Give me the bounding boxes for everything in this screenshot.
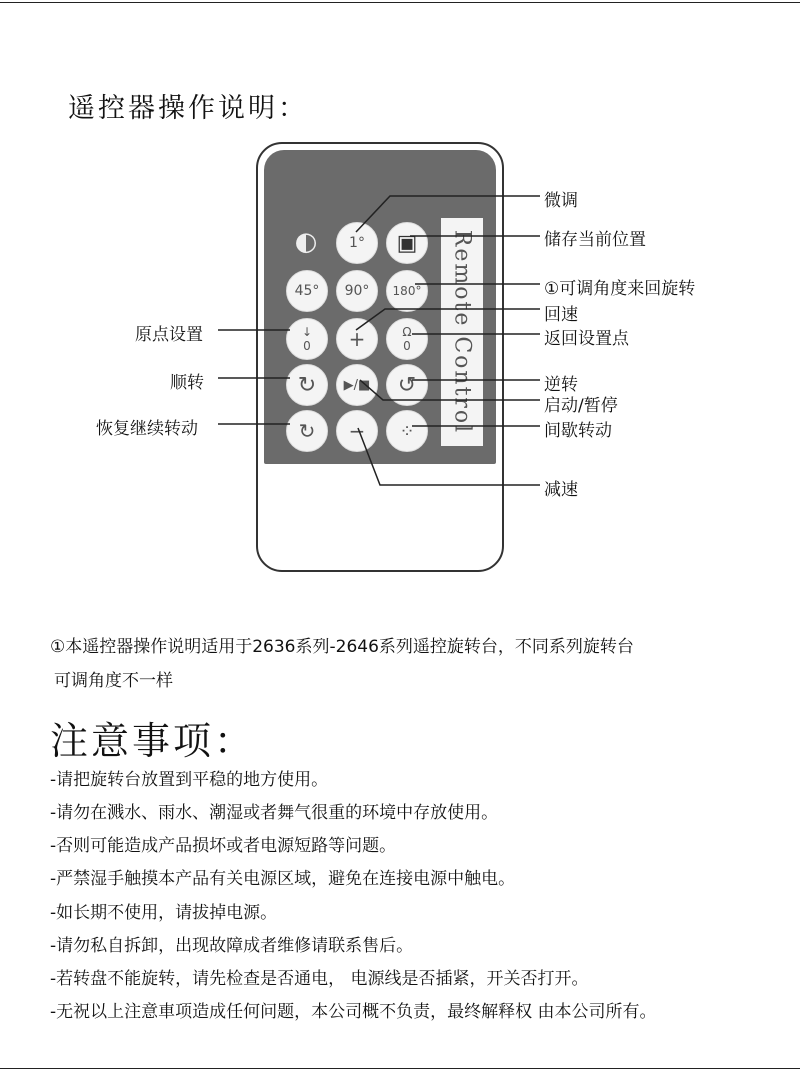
line-slow [358,428,540,485]
return-origin-top: Ω [402,325,412,339]
save-position-button: ▣ [386,222,428,264]
speed-up-button: + [336,318,378,360]
angle-180-button: 180° [386,270,428,312]
line-speed-back [356,309,540,330]
caution-title: 注意事项： [50,719,256,763]
start-pause-button: ▶/■ [336,364,378,406]
forward-rotate-button: ↻ [286,364,328,406]
note-line-1: ①本遥控器操作说明适用于2636系列-2646系列遥控旋转台，不同系列旋转台 [50,637,634,657]
caution-item: -请把旋转台放置到平稳的地方使用。 [50,770,329,790]
origin-set-bottom: 0 [303,339,311,353]
caution-item: -请勿私自拆卸，出现故障成者维修请联系售后。 [50,936,414,956]
angle-45-button: 45° [286,270,328,312]
caution-item: -严禁湿手触摸本产品有关电源区域，避免在连接电源中触电。 [50,869,516,889]
label-fine-tune: 微调 [544,191,578,211]
caution-item: -请勿在溅水、雨水、潮湿或者舞气很重的环境中存放使用。 [50,803,499,823]
caution-item: -无祝以上注意車项造成任何问题，本公司概不负责，最终解释权 由本公司所有。 [50,1002,657,1022]
label-resume: 恢复继续转动 [96,419,198,439]
label-reverse: 逆转 [544,375,578,395]
label-forward: 顺转 [170,373,204,393]
line-start [360,380,540,400]
line-fine [356,196,540,232]
intermittent-button: ⁘ [386,410,428,452]
page-title: 遥控器操作说明： [68,93,308,124]
brand-label: Remote Control [449,229,475,435]
label-slow-down: 减速 [544,480,578,500]
reverse-rotate-button: ↺ [386,364,428,406]
label-start-pause: 启动/暂停 [544,396,618,416]
angle-90-button: 90° [336,270,378,312]
label-origin-set: 原点设置 [135,325,203,345]
fine-tune-button: 1° [336,222,378,264]
return-origin-bottom: 0 [403,339,411,353]
power-icon: ◐ [294,227,318,257]
origin-set-top: ↓ [301,325,313,339]
label-intermittent: 间歇转动 [544,421,612,441]
caution-item: -否则可能造成产品损坏或者电源短路等问题。 [50,836,397,856]
label-speed-back: 回速 [544,305,578,325]
caution-item: -若转盘不能旋转，请先检查是否通电， 电源线是否插紧，开关否打开。 [50,969,589,989]
label-save-position: 储存当前位置 [544,230,646,250]
note-line-2: 可调角度不一样 [54,671,173,691]
label-return-origin: 返回设置点 [544,329,629,349]
label-adjustable-angle: ①可调角度来回旋转 [544,279,696,299]
caution-item: -如长期不使用，请拔掉电源。 [50,903,278,923]
slow-down-button: − [336,410,378,452]
resume-rotate-button: ↻ [286,410,328,452]
